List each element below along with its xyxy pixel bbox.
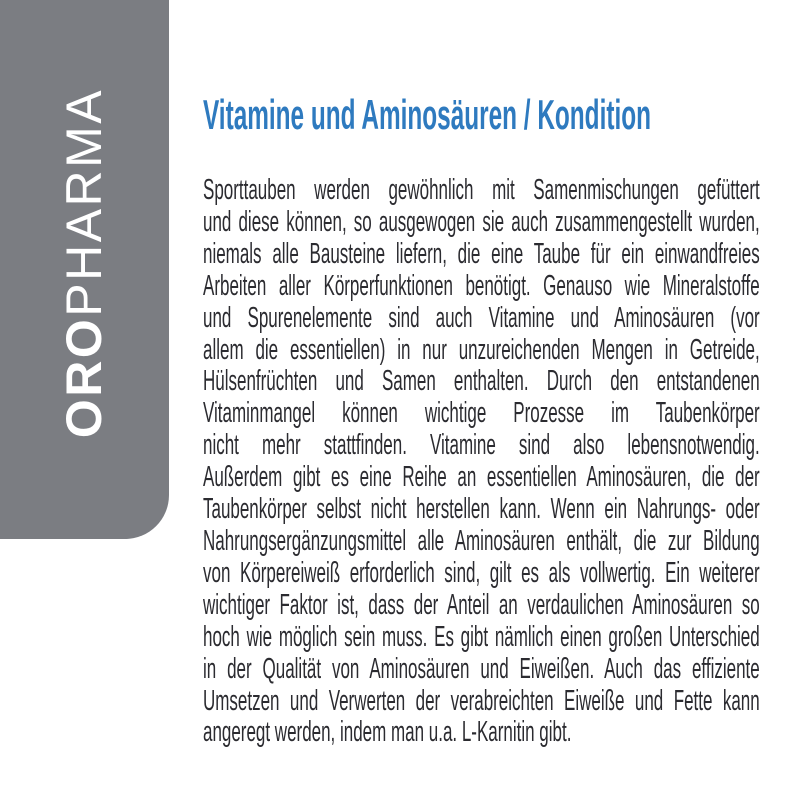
body-line: in der Qualität von Aminosäuren und Eiweißen. Auch das effiziente (203, 652, 760, 685)
body-line: Sporttauben werden gewöhnlich mit Samenmischungen gefüttert (203, 174, 760, 206)
brand-oro: ORO (56, 316, 112, 439)
body-line: Umsetzen und Verwerten der verabreichten Eiweiße und Fette kann (203, 684, 760, 717)
body-line: allem die essentiellen) in nur unzureichenden Mengen in Getreide, (203, 333, 760, 366)
body-line: Außerdem gibt es eine Reihe an essentiellen Aminosäuren, die der (203, 461, 760, 494)
body-line: wichtiger Faktor ist, dass der Anteil an verdaulichen Aminosäuren so (203, 588, 760, 621)
page-title: Vitamine und Aminosäuren / Kondition (203, 91, 651, 138)
brand-sidebar (0, 0, 169, 539)
body-line: nicht mehr stattfinden. Vitamine sind also lebensnotwendig. (203, 429, 760, 462)
body-line: Arbeiten aller Körperfunktionen benötigt. Genauso wie Mineralstoffe (203, 269, 760, 302)
body-line: von Körpereiweiß erforderlich sind, gilt es als vollwertig. Ein weiterer (203, 556, 760, 589)
body-line: Vitaminmangel können wichtige Prozesse im Taubenkörper (203, 397, 760, 430)
brand-pharma: PHARMA (56, 87, 112, 317)
body-line: Nahrungsergänzungsmittel alle Aminosäuren enthält, die zur Bildung (203, 524, 760, 557)
body-line: Hülsenfrüchten und Samen enthalten. Durch den entstandenen (203, 365, 760, 398)
body-line: und diese können, so ausgewogen sie auch zusammengestellt wurden, (203, 205, 760, 238)
body-line: hoch wie möglich sein muss. Es gibt nämlich einen großen Unterschied (203, 620, 760, 653)
body-line: angeregt werden, indem man u.a. L-Karnitin gibt. (203, 716, 572, 749)
brand-logo (56, 87, 112, 439)
body-paragraph (203, 175, 760, 749)
body-line: Taubenkörper selbst nicht herstellen kann. Wenn ein Nahrungs- oder (203, 493, 760, 526)
body-line: niemals alle Bausteine liefern, die eine Taube für ein einwandfreies (203, 237, 760, 270)
body-line: und Spurenelemente sind auch Vitamine und Aminosäuren (vor (203, 301, 760, 334)
